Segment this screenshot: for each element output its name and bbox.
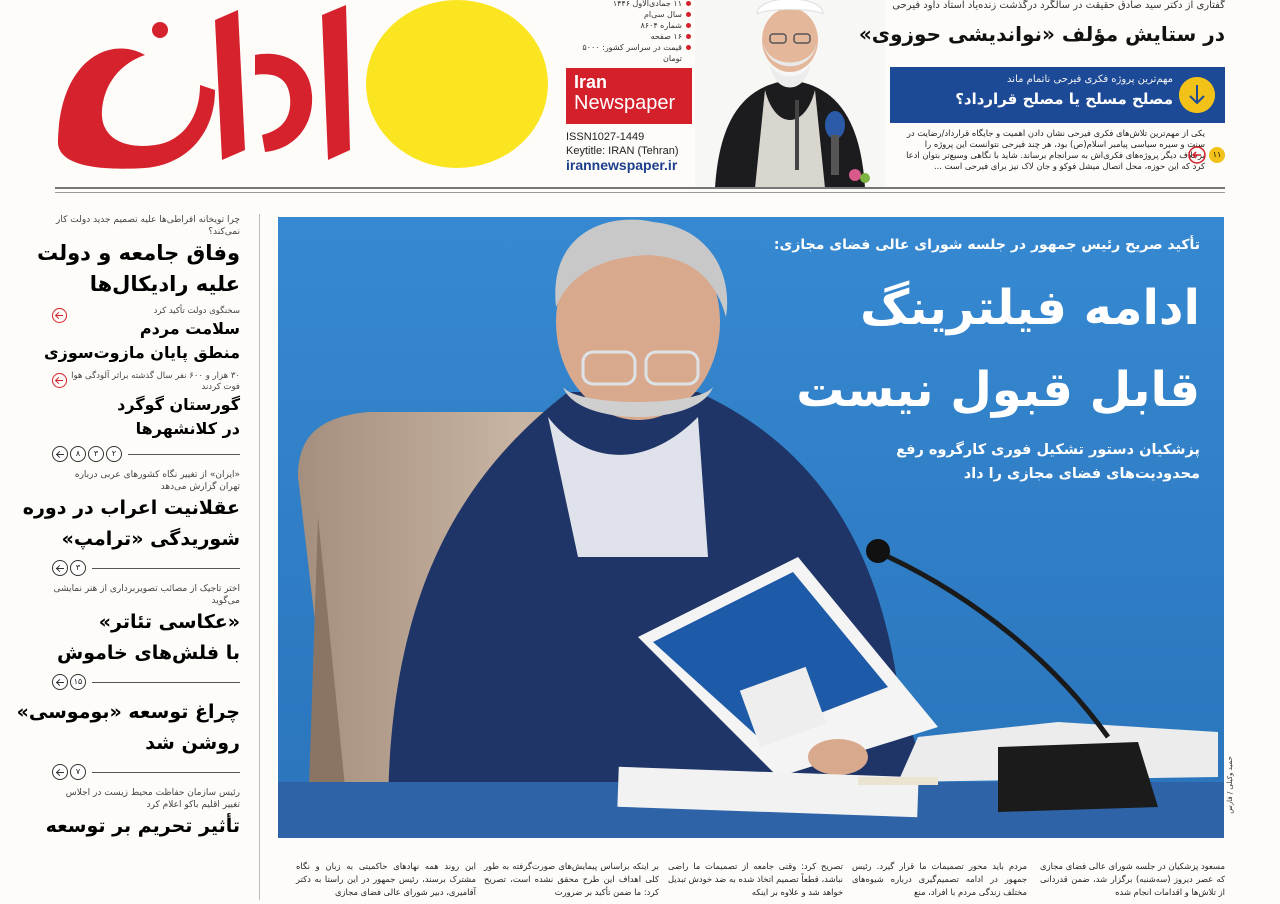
photo-credit-text: حمید وکیلی / فارس [1226, 756, 1234, 814]
news-item[interactable] [52, 371, 240, 463]
page-refs[interactable] [52, 559, 240, 577]
news-kicker: چرا تویخانه افراطی‌ها علیه تصمیم جدید دولت کار نمی‌کند؟ [56, 215, 240, 237]
news-item[interactable] [45, 787, 240, 842]
page-number: ۸ [70, 446, 86, 462]
top-story-headline[interactable]: در ستایش مؤلف «نواندیشی حوزوی» [858, 22, 1225, 46]
arrow-down-icon [1179, 77, 1215, 113]
body-text-column: مسعود پزشکیان در جلسه شورای عالی فضای مجازی که عصر دیروز (سه‌شنبه) برگزار شد، ضمن قدردانی از تلاش‌ها و اقدامات انجام شده [1040, 861, 1225, 897]
news-headline: «عکاسی تئاتر» [98, 611, 240, 633]
top-story-blue-box[interactable] [890, 67, 1225, 123]
arrow-left-icon [52, 764, 68, 780]
news-subkicker-text: سخنگوی دولت تأکید کرد [153, 306, 240, 316]
top-story-kicker: گفتاری از دکتر سید صادق حقیقت در سالگرد درگذشت زنده‌یاد استاد داود فیرحی [892, 0, 1225, 11]
top-story-body: یکی از مهم‌ترین تلاش‌های فکری فیرحی نشان دادن اهمیت و جایگاه قرارداد/رضایت در سنت و سیره سیاسی پیامبر اسلام(ص) بود، هر چند فیرحی نتوانست این پروژه را برخلاف دیگر پروژه‌های فکری‌اش به سرانجام برساند. شاید با نگاهی وسیع‌تر بتوان ادعا کرد که این حوزه، محل اتصال میشل فوکو و جان لاک نیز برای فیرحی است ... [906, 128, 1205, 171]
news-headline: وفاق جامعه و دولت [36, 241, 240, 265]
news-headline: با فلش‌های خاموش [57, 642, 240, 664]
news-item[interactable] [16, 697, 240, 781]
divider-line [92, 772, 240, 773]
red-arrow-icon [1188, 146, 1208, 164]
page-number: ۱۵ [70, 674, 86, 690]
news-item[interactable] [43, 306, 240, 365]
news-headline: منطق پایان مازوت‌سوزی [43, 343, 240, 362]
page-number: ۳ [70, 560, 86, 576]
iran-newspaper-badge [566, 68, 692, 124]
news-headline: روشن شد [145, 732, 240, 754]
issue-pages: ۱۶ صفحه [566, 31, 691, 42]
body-text-column: این روند همه نهادهای حاکمیتی به زبان و نگاه مشترک برسند، رئیس جمهور در این راستا به دکتر آقامیری، دبیر شورای عالی فضای مجازی [296, 861, 476, 897]
news-headline: سلامت مردم [139, 319, 240, 338]
masthead-logo [50, 0, 360, 185]
news-headline: علیه رادیکال‌ها [89, 272, 240, 296]
issn: ISSN1027-1449 [566, 131, 645, 143]
page-number-badge: ۱۱ [1209, 147, 1225, 163]
news-headline: عقلانیت اعراب در دوره [22, 497, 240, 519]
yellow-sun-emblem [366, 0, 548, 168]
masthead-divider-thin [55, 192, 1225, 193]
masthead-divider [55, 187, 1225, 189]
news-kicker: رئیس سازمان حفاظت محیط زیست در اجلاس تغییر اقلیم باکو اعلام کرد [65, 788, 240, 810]
blue-box-kicker: مهم‌ترین پروژه فکری فیرحی ناتمام ماند [1007, 74, 1173, 85]
divider-line [128, 454, 240, 455]
divider-line [92, 682, 240, 683]
website-link[interactable]: irannewspaper.ir [566, 157, 678, 173]
badge-line1: Iran [574, 72, 608, 92]
red-arrow-icon [52, 373, 67, 388]
top-story-page-ref[interactable] [1188, 146, 1228, 164]
keytitle: Keytitle: IRAN (Tehran) [566, 145, 679, 157]
news-kicker: اختر تاجیک از مصائب تصویربرداری از هنر نمایشی می‌گوید [53, 584, 240, 606]
photo-credit [1227, 740, 1237, 830]
body-text-column: بر اینکه براساس پیمایش‌های صورت‌گرفته به طور کلی اهداف این طرح محقق نشده است، تصریح کرد: ما ضمن تأکید بر ضرورت [484, 861, 659, 897]
page-number: ۳ [88, 446, 104, 462]
page-refs[interactable] [52, 673, 240, 691]
arrow-left-icon [52, 446, 68, 462]
column-divider [259, 214, 260, 900]
issue-info [566, 0, 691, 62]
body-text-column: تصریح کرد: وقتی جامعه از تصمیمات ما راضی نباشد، قطعاً تصمیم اتخاذ شده به ضد خودش تبدیل خواهد شد و علاوه بر اینکه [668, 861, 843, 897]
news-item[interactable] [36, 214, 240, 300]
page-number: ۲ [106, 446, 122, 462]
news-item[interactable] [22, 469, 240, 577]
news-subkicker-text: ۳۰ هزار و ۶۰۰ نفر سال گذشته براثر آلودگی هوا فوت کردند [71, 371, 240, 392]
issue-date: ۱۱ جمادی‌الاول ۱۴۴۶ [566, 0, 691, 9]
issue-price: قیمت در سراسر کشور: ۵۰۰۰ تومان [566, 42, 691, 64]
badge-line2: Newspaper [574, 92, 676, 114]
issue-year: سال سی‌ام [566, 9, 691, 20]
news-headline: چراغ توسعه «بوموسی» [16, 701, 240, 723]
cleric-portrait-photo [695, 0, 885, 188]
page-number: ۷ [70, 764, 86, 780]
page-refs[interactable] [52, 763, 240, 781]
main-story-kicker: تأکید صریح رئیس جمهور در جلسه شورای عالی فضای مجازی: [773, 237, 1200, 253]
news-headline: شوریدگی «ترامپ» [61, 528, 240, 550]
main-subheadline: پزشکیان دستور تشکیل فوری کارگروه رفع محدودیت‌های فضای مجازی را داد [896, 442, 1200, 482]
body-text-column: مردم باید محور تصمیمات ما قرار گیرد. رئیس جمهور در ادامه تصمیم‌گیری درباره شیوه‌های مختلف زندگی مردم با افراد، منع [852, 861, 1027, 897]
news-item[interactable] [52, 583, 240, 691]
divider-line [92, 568, 240, 569]
arrow-left-icon [52, 560, 68, 576]
news-headline: گورستان گوگرد [117, 395, 240, 414]
main-headline[interactable]: قابل قبول نیست [796, 362, 1200, 418]
news-subkicker [52, 306, 240, 317]
news-subkicker [52, 371, 240, 393]
red-arrow-icon [52, 308, 67, 323]
left-news-column [16, 214, 240, 904]
news-kicker: «ایران» از تغییر نگاه کشورهای عربی درباره تهران گزارش می‌دهد [74, 470, 240, 492]
publication-ids [566, 130, 694, 158]
page-refs[interactable] [52, 445, 240, 463]
news-headline: در کلانشهرها [135, 419, 240, 438]
blue-box-title: مصلح مسلح یا مصلح قرارداد؟ [955, 90, 1173, 108]
issue-number: شماره ۸۶۰۴ [566, 20, 691, 31]
arrow-left-icon [52, 674, 68, 690]
news-headline: تأثیر تحریم بر توسعه [45, 815, 240, 837]
main-headline[interactable]: ادامه فیلترینگ [860, 280, 1200, 336]
